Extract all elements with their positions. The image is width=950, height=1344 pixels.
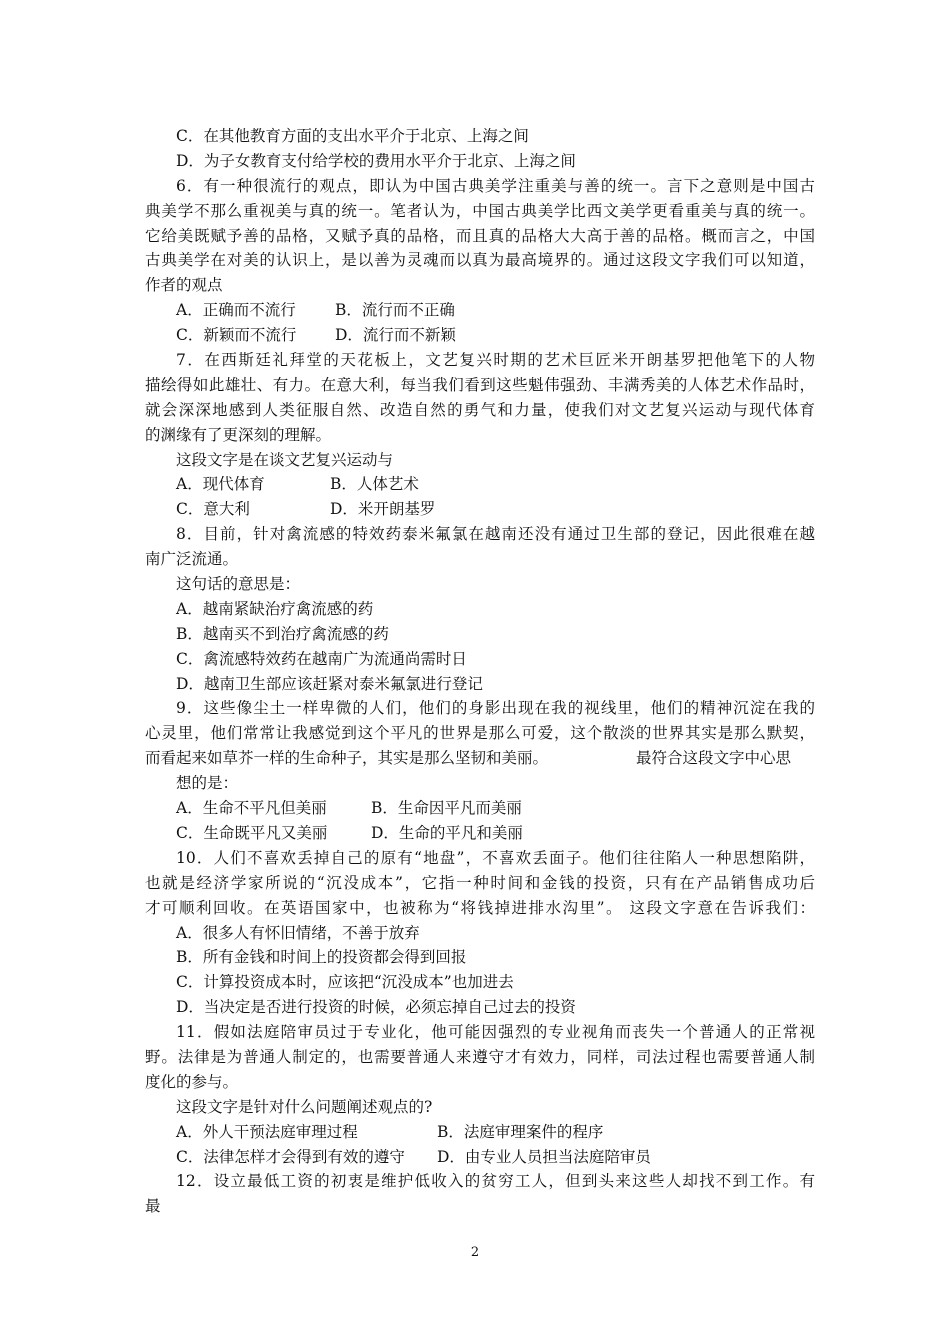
question-6-text: 古典美学在对美的认识上，是以善为灵魂而以真为最高境界的。通过这段文字我们可以知道， (145, 251, 815, 270)
question-11-text: 野。法律是为普通人制定的，也需要普通人来遵守才有效力，同样，司法过程也需要普通人制 (145, 1047, 815, 1066)
page-number: 2 (470, 1245, 480, 1260)
question-7-options-row (145, 497, 815, 522)
question-6-options-row (145, 298, 815, 323)
question-8-text: 南广泛流通。 (145, 550, 239, 569)
option-a: A．越南紧缺治疗禽流感的药 (176, 599, 374, 618)
option-c: C．生命既平凡又美丽 (176, 823, 328, 842)
option-d: D．当决定是否进行投资的时候，必须忘掉自己过去的投资 (176, 998, 576, 1017)
option-d: D．流行而不新颖 (335, 326, 456, 345)
option-c: C．法律怎样才会得到有效的遵守 (176, 1147, 405, 1166)
option-a: A．现代体育 (176, 475, 265, 494)
question-6-text: 它给美既赋予善的品格，又赋予真的品格，而且真的品格大大高于善的品格。概而言之，中国 (145, 226, 815, 245)
question-11-text: 11．假如法庭陪审员过于专业化，他可能因强烈的专业视角而丧失一个普通人的正常视 (176, 1023, 815, 1042)
question-12-text: 最 (145, 1197, 161, 1216)
option-c: C．意大利 (176, 500, 250, 519)
option-d: D．越南卫生部应该赶紧对泰米氟氯进行登记 (176, 674, 483, 693)
question-11-options-row (145, 1120, 815, 1145)
question-7-options-row (145, 472, 815, 497)
option-b: B．人体艺术 (330, 475, 419, 494)
question-7-text: 的渊缘有了更深刻的理解。 (145, 425, 332, 444)
question-6-text: 6．有一种很流行的观点，即认为中国古典美学注重美与善的统一。言下之意则是中国古 (176, 176, 815, 195)
option-c: C．计算投资成本时，应该把“沉没成本”也加进去 (176, 973, 514, 992)
question-11-options-row (145, 1145, 815, 1170)
option-line-d-q5: D．为子女教育支付给学校的费用水平介于北京、上海之间 (176, 151, 576, 170)
page-content (145, 124, 815, 1219)
option-c: C．新颖而不流行 (176, 326, 297, 345)
question-6-options-row (145, 323, 815, 348)
question-9-text: 心灵里，他们常常让我感觉到这个平凡的世界是那么可爱，这个散淡的世界其实是那么默契， (145, 724, 815, 743)
question-8-text: 8．目前，针对禽流感的特效药泰米氟氯在越南还没有通过卫生部的登记，因此很难在越 (176, 525, 815, 544)
question-7-text: 7．在西斯廷礼拜堂的天花板上，文艺复兴时期的艺术巨匠米开朗基罗把他笔下的人物 (176, 351, 815, 370)
question-7-text: 描绘得如此雄壮、有力。在意大利，每当我们看到这些魁伟强劲、丰满秀美的人体艺术作品时， (145, 375, 815, 394)
option-b: B．法庭审理案件的程序 (437, 1122, 604, 1141)
question-6-text: 典美学不那么重视美与真的统一。笔者认为，中国古典美学比西文美学更看重美与真的统一。 (145, 201, 815, 220)
question-10-text: 也就是经济学家所说的“沉没成本”，它指一种时间和金钱的投资，只有在产品销售成功后 (145, 873, 815, 892)
option-a: A．很多人有怀旧情绪，不善于放弃 (176, 923, 420, 942)
question-9-text-row (145, 746, 815, 771)
question-12-text: 12．设立最低工资的初衷是维护低收入的贫穷工人，但到头来这些人却找不到工作。有 (176, 1172, 815, 1191)
question-8-prompt: 这句话的意思是： (176, 575, 301, 594)
option-a: A．正确而不流行 (176, 301, 296, 320)
question-7-prompt: 这段文字是在谈文艺复兴运动与 (176, 450, 394, 469)
option-b: B．所有金钱和时间上的投资都会得到回报 (176, 948, 467, 967)
option-d: D．由专业人员担当法庭陪审员 (437, 1147, 651, 1166)
option-c: C．禽流感特效药在越南广为流通尚需时日 (176, 649, 467, 668)
option-line-c-q5: C．在其他教育方面的支出水平介于北京、上海之间 (176, 127, 529, 145)
option-a: A．外人干预法庭审理过程 (176, 1122, 358, 1141)
option-d: D．生命的平凡和美丽 (371, 823, 523, 842)
question-6-text: 作者的观点 (145, 276, 223, 295)
question-9-prompt: 最符合这段文字中心思 (636, 749, 792, 768)
question-10-text: 10．人们不喜欢丢掉自己的原有“地盘”，不喜欢丢面子。他们往往陷人一种思想陷阱， (176, 848, 815, 867)
option-d: D．米开朗基罗 (330, 500, 436, 519)
question-9-text: 而看起来如草芥一样的生命种子，其实是那么坚韧和美丽。 (145, 749, 549, 768)
question-9-text: 9．这些像尘土一样卑微的人们，他们的身影出现在我的视线里，他们的精神沉淀在我的 (176, 699, 815, 718)
option-a: A．生命不平凡但美丽 (176, 799, 327, 818)
question-9-options-row (145, 821, 815, 846)
question-7-text: 就会深深地感到人类征服自然、改造自然的勇气和力量，使我们对文艺复兴运动与现代体育 (145, 400, 815, 419)
option-b: B．越南买不到治疗禽流感的药 (176, 624, 389, 643)
question-10-text: 才可顺利回收。在英语国家中，也被称为“将钱掉进排水沟里”。 这段文字意在告诉我们： (145, 898, 815, 917)
question-9-options-row (145, 796, 815, 821)
question-11-prompt: 这段文字是针对什么问题阐述观点的? (176, 1097, 433, 1116)
option-b: B．流行而不正确 (335, 301, 455, 320)
question-11-text: 度化的参与。 (145, 1072, 239, 1091)
question-9-prompt: 想的是： (176, 774, 239, 793)
option-b: B．生命因平凡而美丽 (371, 799, 522, 818)
